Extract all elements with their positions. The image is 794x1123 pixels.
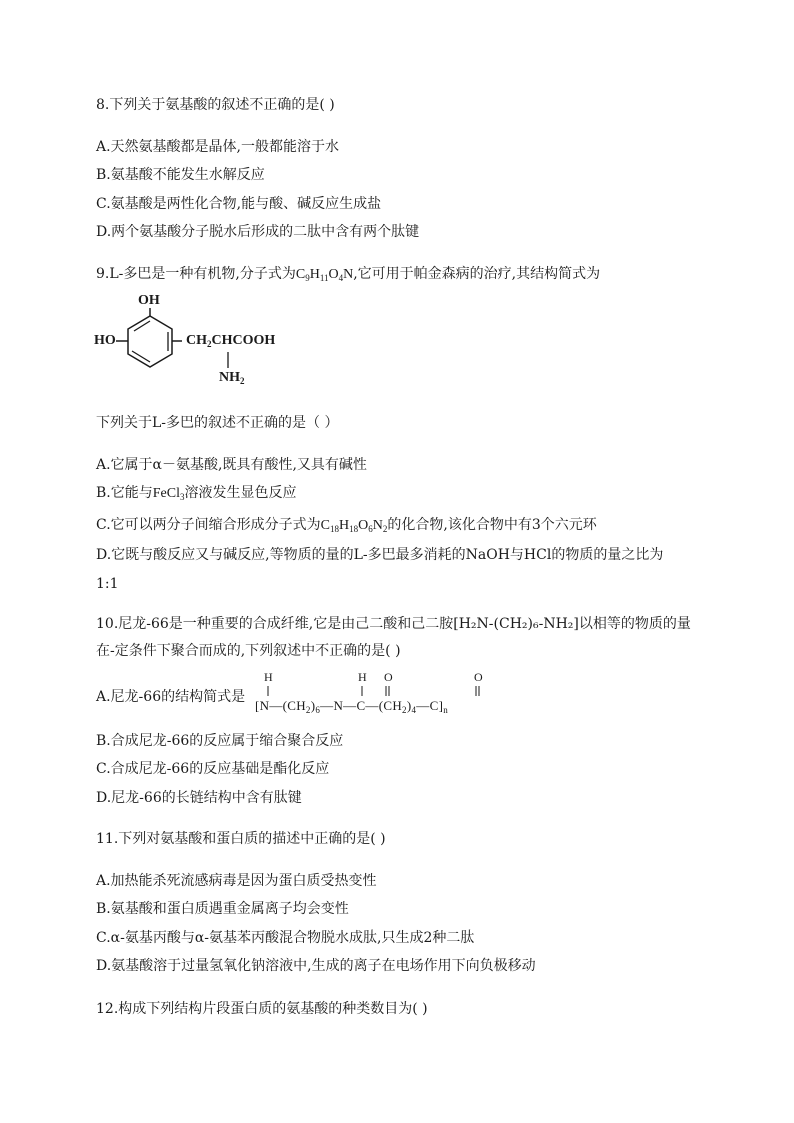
nylon-o2: O	[474, 670, 483, 684]
q10-option-d: D.尼龙-66的长链结构中含有肽键	[96, 790, 302, 806]
oh-top-label: OH	[138, 293, 160, 308]
q9-option-c-pre: C.它可以两分子间缩合形成分子式为	[96, 517, 321, 533]
q9-option-c	[96, 515, 597, 539]
q11-option-c: C.α-氨基丙酸与α-氨基苯丙酸混合物脱水成肽,只生成2种二肽	[96, 930, 475, 946]
q9-option-c-post: 的化合物,该化合物中有3个六元环	[387, 517, 597, 533]
q9-option-d: D.它既与酸反应又与碱反应,等物质的量的L-多巴最多消耗的NaOH与HCl的物质的量之比为	[96, 547, 664, 563]
q8-option-d: D.两个氨基酸分子脱水后形成的二肽中含有两个肽键	[96, 224, 420, 240]
q9-stem-pre: 9.L-多巴是一种有机物,分子式为	[96, 266, 296, 282]
nylon-o1: O	[384, 670, 393, 684]
q11-option-d: D.氨基酸溶于过量氢氧化钠溶液中,生成的离子在电场作用下向负极移动	[96, 958, 536, 974]
amine-bond	[226, 352, 230, 372]
q8-option-a: A.天然氨基酸都是晶体,一般都能溶于水	[96, 139, 340, 155]
nh2-label: $NH_2$	[219, 370, 245, 386]
q8-stem: 8.下列关于氨基酸的叙述不正确的是( )	[96, 97, 335, 113]
q9-option-a: A.它属于α－氨基酸,既具有酸性,又具有碱性	[96, 457, 367, 473]
q11-option-b: B.氨基酸和蛋白质遇重金属离子均会变性	[96, 901, 349, 917]
dimer-formula: $C_{18}H_{18}O_6N_2$	[320, 518, 388, 534]
q12-stem: 12.构成下列结构片段蛋白质的氨基酸的种类数目为( )	[96, 1001, 428, 1017]
q10-option-c: C.合成尼龙-66的反应基础是酯化反应	[96, 761, 330, 777]
q8-option-b: B.氨基酸不能发生水解反应	[96, 167, 265, 183]
side-chain-label: $CH_2CHCOOH$	[186, 333, 276, 349]
q10-option-a-pre: A.尼龙-66的结构简式是	[96, 689, 246, 705]
q9-formula: $C_9H_{11}O_4N$	[295, 267, 354, 283]
q10-stem-line2: 在-定条件下聚合而成的,下列叙述中不正确的是( )	[96, 643, 401, 659]
q11-stem: 11.下列对氨基酸和蛋白质的描述中正确的是( )	[96, 831, 386, 847]
q9-option-b	[96, 483, 296, 507]
q9-option-b-pre: B.它能与	[96, 485, 153, 501]
nylon-h2: H	[358, 670, 367, 684]
q9-option-d-cont: 1:1	[96, 576, 119, 592]
q10-option-b: B.合成尼龙-66的反应属于缩合聚合反应	[96, 733, 344, 749]
benzene-ring	[120, 314, 180, 374]
q9-stem	[96, 264, 600, 288]
nylon-chain: $[N—(CH_2)_6—N—C—(CH_2)_4—C]_n$	[255, 698, 449, 715]
q11-option-a: A.加热能杀死流感病毒是因为蛋白质受热变性	[96, 873, 377, 889]
q9-stem-post: ,它可用于帕金森病的治疗,其结构简式为	[353, 266, 601, 282]
ho-left-label: HO	[94, 333, 116, 348]
fecl3-formula: FeCl$_3$	[152, 486, 185, 502]
nylon-h1: H	[264, 670, 273, 684]
q9-question: 下列关于L-多巴的叙述不正确的是（ ）	[96, 415, 339, 431]
q9-option-b-post: 溶液发生显色反应	[184, 485, 297, 501]
q8-option-c: C.氨基酸是两性化合物,能与酸、碱反应生成盐	[96, 196, 382, 212]
q10-stem-line1: 10.尼龙-66是一种重要的合成纤维,它是由己二酸和己二胺[H₂N-(CH₂)₆-NH₂]以相等的物质的量	[96, 616, 691, 632]
